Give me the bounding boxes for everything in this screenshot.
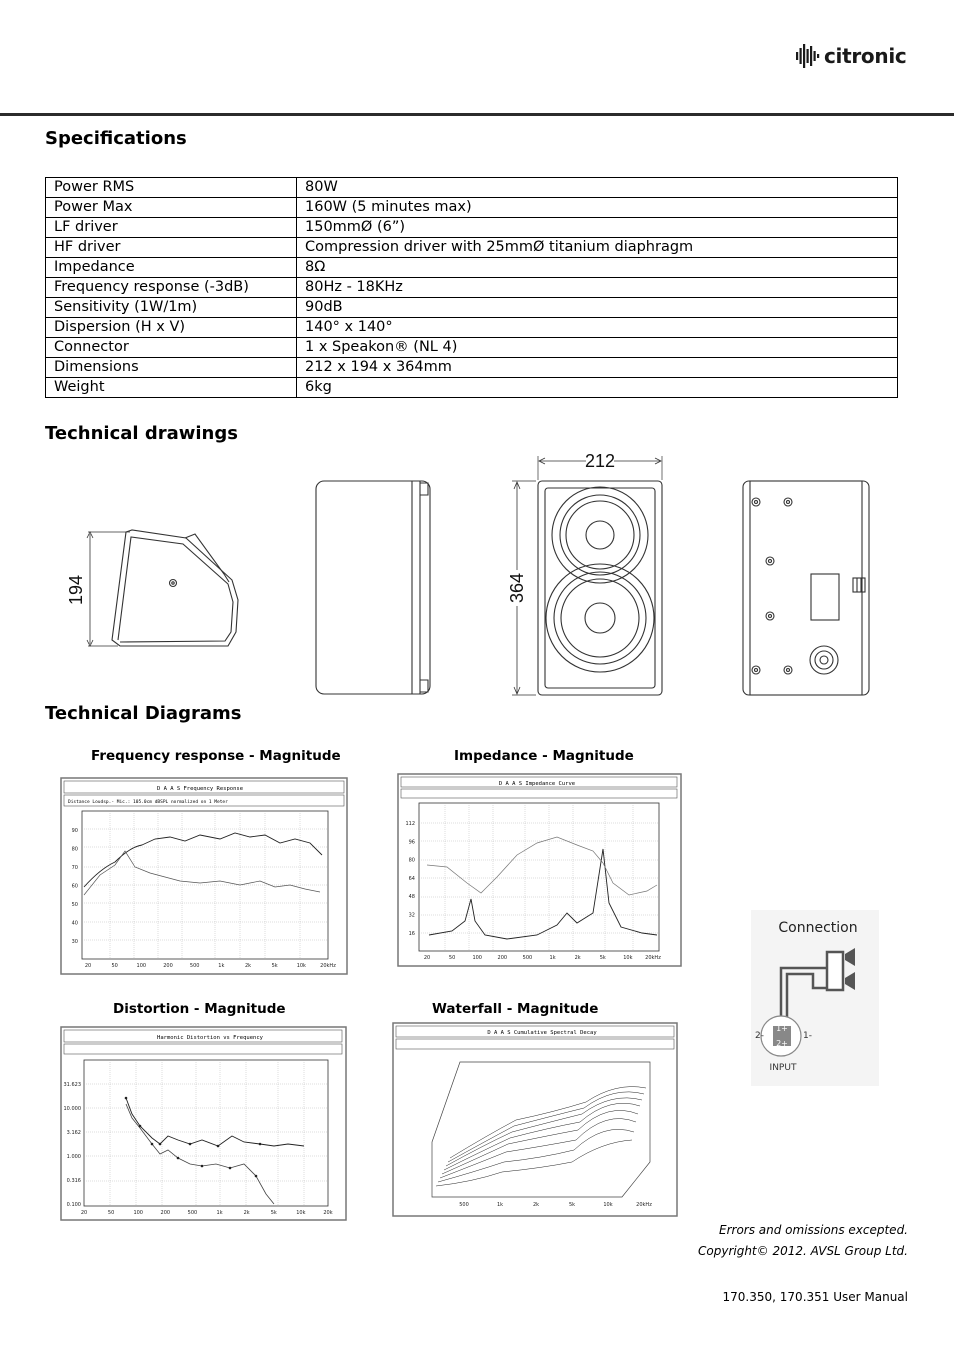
axis-tick-label: 60 (71, 883, 78, 890)
axis-tick-label: 32 (408, 912, 415, 919)
technical-diagrams-heading: Technical Diagrams (45, 703, 242, 724)
spec-key: Dimensions (46, 358, 297, 378)
axis-tick-label: 2k (244, 963, 252, 969)
spec-row (46, 318, 898, 338)
spec-key: LF driver (46, 218, 297, 238)
axis-tick-label: 200 (497, 955, 508, 961)
axis-tick-label: 500 (459, 1202, 469, 1208)
spec-row (46, 278, 898, 298)
spec-key: Connector (46, 338, 297, 358)
axis-tick-label: 20kHz (645, 955, 661, 961)
spec-key: Frequency response (-3dB) (46, 278, 297, 298)
connection-title: Connection (778, 920, 858, 936)
imp-caption: Impedance - Magnitude (454, 748, 634, 764)
technical-drawings-heading: Technical drawings (45, 423, 238, 444)
axis-tick-label: 1k (216, 1210, 223, 1216)
frequency-response-diagram (60, 777, 348, 975)
spec-key: Power Max (46, 198, 297, 218)
axis-tick-label: 2k (532, 1202, 540, 1208)
axis-tick-label: 10k (296, 1210, 306, 1216)
spec-row (46, 238, 898, 258)
axis-tick-label: 50 (71, 902, 78, 908)
spec-key: Dispersion (H x V) (46, 318, 297, 338)
water-caption: Waterfall - Magnitude (432, 1001, 599, 1017)
brand-name: citronic (824, 44, 907, 68)
connection-diagram (751, 910, 879, 1086)
spec-value: 150mmØ (6”) (297, 218, 898, 238)
axis-tick-label: 20kHz (320, 963, 336, 969)
axis-tick-label: 5k (568, 1202, 576, 1208)
axis-tick-label: 100 (472, 955, 482, 961)
axis-tick-label: 16 (408, 930, 415, 937)
axis-tick-label: 80 (71, 846, 78, 853)
width-dimension-label: 212 (584, 451, 616, 471)
errors-note: Errors and omissions excepted. (719, 1223, 908, 1237)
axis-tick-label: 3.162 (66, 1130, 81, 1136)
input-label: INPUT (769, 1063, 797, 1073)
pin-2-minus: 2- (755, 1031, 764, 1041)
axis-tick-label: 200 (163, 963, 173, 969)
spec-value: 140° x 140° (297, 318, 898, 338)
axis-tick-label: 50 (448, 955, 456, 961)
axis-tick-label: 50 (107, 1210, 115, 1216)
axis-tick-label: 10.000 (63, 1106, 81, 1112)
axis-tick-label: 5k (270, 1210, 277, 1216)
axis-tick-label: 500 (522, 955, 533, 961)
freq-diagram-title: D A A S Frequency Response (156, 786, 244, 792)
distortion-diagram (60, 1026, 347, 1221)
spec-row (46, 338, 898, 358)
rear-view-drawing (743, 481, 869, 695)
waterfall-diagram (392, 1022, 678, 1217)
axis-tick-label: 30 (71, 939, 78, 945)
pin-1-minus: 1- (803, 1031, 812, 1041)
impedance-diagram (397, 773, 682, 967)
spec-value: Compression driver with 25mmØ titanium diaphragm (297, 238, 898, 258)
axis-tick-label: 20k (323, 1210, 333, 1216)
axis-tick-label: 500 (189, 963, 200, 969)
dist-caption: Distortion - Magnitude (113, 1001, 286, 1017)
spec-key: Sensitivity (1W/1m) (46, 298, 297, 318)
axis-tick-label: 2k (574, 955, 581, 961)
spec-value: 6kg (297, 378, 898, 398)
brand-logo (796, 42, 906, 70)
axis-tick-label: 20 (84, 963, 92, 969)
spec-row (46, 198, 898, 218)
cabinet-side-drawing (316, 481, 430, 694)
spec-key: Power RMS (46, 178, 297, 198)
spec-value: 90dB (297, 298, 898, 318)
spec-key: HF driver (46, 238, 297, 258)
axis-tick-label: 500 (187, 1210, 198, 1216)
axis-tick-label: 20 (423, 955, 431, 961)
spec-row (46, 218, 898, 238)
spec-value: 160W (5 minutes max) (297, 198, 898, 218)
height-dimension-label: 364 (507, 572, 527, 604)
axis-tick-label: 50 (111, 963, 118, 969)
specifications-heading: Specifications (45, 128, 187, 149)
spec-row (46, 298, 898, 318)
axis-tick-label: 10k (296, 963, 306, 969)
spec-row (46, 358, 898, 378)
axis-tick-label: 64 (408, 875, 415, 882)
axis-tick-label: 0.316 (66, 1178, 81, 1184)
axis-tick-label: 5k (599, 955, 606, 961)
axis-tick-label: 40 (71, 920, 78, 927)
front-view-drawing (512, 456, 662, 695)
manual-footer: 170.350, 170.351 User Manual (722, 1290, 908, 1304)
freq-diagram-subtitle: Distance Loudsp.- Mic.: 105.0cm dBSPL normalized on 1 Meter (68, 800, 228, 805)
specifications-table (45, 177, 898, 398)
axis-tick-label: 10k (623, 955, 633, 961)
axis-tick-label: 1.000 (66, 1154, 81, 1160)
axis-tick-label: 5k (271, 963, 278, 969)
copyright-note: Copyright© 2012. AVSL Group Ltd. (698, 1244, 908, 1258)
spec-value: 80W (297, 178, 898, 198)
axis-tick-label: 80 (408, 857, 415, 864)
axis-tick-label: 2k (243, 1210, 250, 1216)
imp-diagram-title: D A A S Impedance Curve (498, 781, 576, 787)
water-diagram-title: D A A S Cumulative Spectral Decay (487, 1030, 597, 1036)
pin-1-plus: 1+ (776, 1024, 788, 1033)
spec-value: 80Hz - 18KHz (297, 278, 898, 298)
spec-key: Impedance (46, 258, 297, 278)
side-dimension-label: 194 (66, 574, 86, 606)
axis-tick-label: 48 (408, 894, 415, 901)
axis-tick-label: 200 (160, 1210, 171, 1216)
axis-tick-label: 100 (136, 963, 147, 969)
spec-row (46, 178, 898, 198)
axis-tick-label: 20 (80, 1210, 88, 1216)
axis-tick-label: 1k (496, 1202, 504, 1208)
spec-row (46, 378, 898, 398)
freq-caption: Frequency response - Magnitude (91, 748, 341, 764)
side-view-drawing (87, 530, 238, 646)
axis-tick-label: 112 (405, 821, 415, 827)
axis-tick-label: 20kHz (636, 1202, 652, 1208)
spec-row (46, 258, 898, 278)
axis-tick-label: 10k (603, 1202, 613, 1208)
spec-value: 8Ω (297, 258, 898, 278)
pin-2-plus: 2+ (776, 1039, 788, 1048)
spec-key: Weight (46, 378, 297, 398)
spec-value: 1 x Speakon® (NL 4) (297, 338, 898, 358)
axis-tick-label: 100 (133, 1210, 143, 1216)
waveform-icon (796, 43, 820, 69)
axis-tick-label: 90 (71, 828, 78, 834)
axis-tick-label: 1k (549, 955, 556, 961)
spec-value: 212 x 194 x 364mm (297, 358, 898, 378)
axis-tick-label: 0.100 (66, 1202, 81, 1208)
dist-diagram-title: Harmonic Distortion vs Frequency (157, 1035, 263, 1041)
technical-drawings (0, 450, 954, 700)
axis-tick-label: 96 (408, 839, 415, 846)
axis-tick-label: 70 (71, 865, 78, 871)
axis-tick-label: 31.623 (63, 1082, 81, 1088)
axis-tick-label: 1k (218, 963, 225, 969)
header-divider (0, 113, 954, 116)
